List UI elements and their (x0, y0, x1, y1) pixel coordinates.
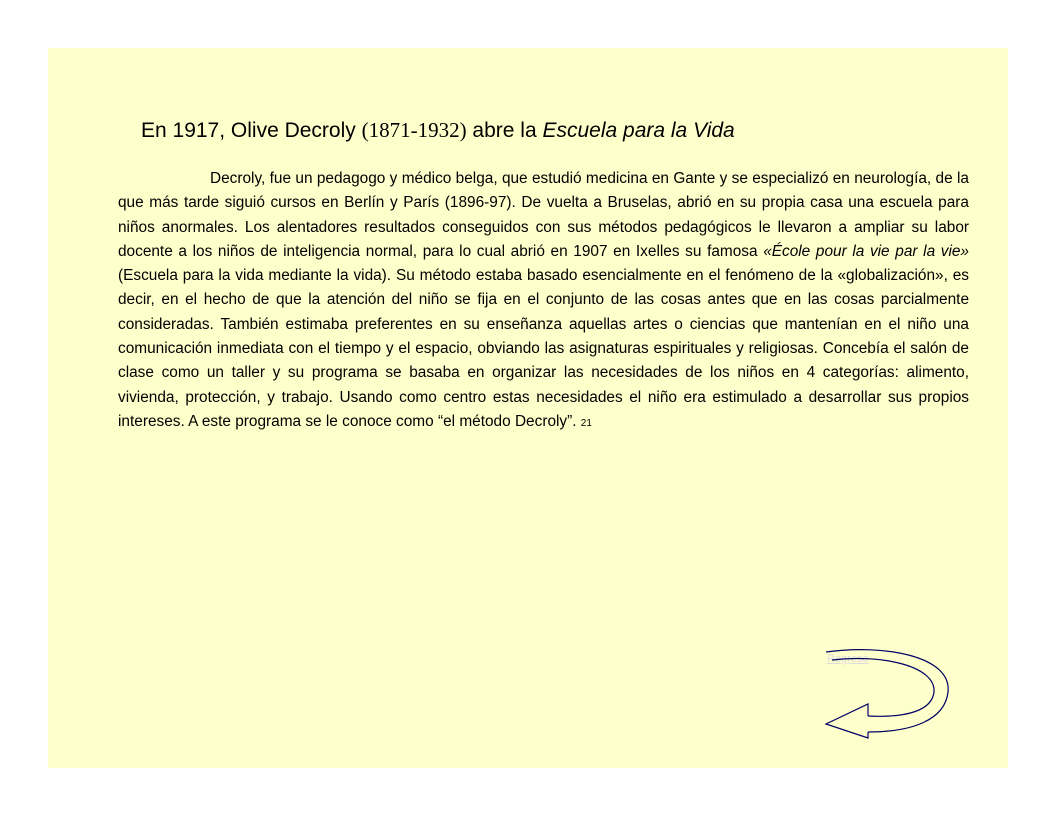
return-link[interactable]: Regreso (827, 653, 869, 665)
title-prefix: En 1917, Olive Decroly (141, 119, 362, 142)
title-school-name: Escuela para la Vida (542, 119, 735, 142)
footnote-number: 21 (580, 417, 592, 429)
title-years: (1871-1932) (361, 118, 467, 142)
body-text-part1: Decroly, fue un pedagogo y médico belga, que estudió medicina en Gante y se especializó en neurología, de la que más tarde siguió cursos en Berlín y París (1896-97). De vuelta a Bruselas, abrió en su propia casa una escuela para niños anormales. Los alentadores resultados conseguidos con sus métodos pedagógicos le llevaron a ampliar su labor docente a los niños de inteligencia normal, para lo cual abrió en 1907 en Ixelles su famosa (118, 170, 969, 260)
title-middle: abre la (466, 119, 543, 142)
slide (48, 48, 1008, 768)
body-paragraph (118, 167, 969, 436)
curved-back-arrow-icon[interactable] (824, 646, 954, 741)
page-title (141, 118, 941, 143)
body-school-name: «École pour la vie par la vie» (763, 242, 969, 260)
body-text-part2: (Escuela para la vida mediante la vida). Su método estaba basado esencialmente en el fenómeno de la «globalización», es decir, en el hecho de que la atención del niño se fija en el conjunto de las cosas antes que en las cosas parcialmente consideradas. También estimaba preferentes en su enseñanza aquellas artes o ciencias que mantenían en el niño una comunicación inmediata con el tiempo y el espacio, obviando las asignaturas espirituales y religiosas. Concebía el salón de clase como un taller y su programa se basaba en organizar las necesidades de los niños en 4 categorías: alimento, vivienda, protección, y trabajo. Usando como centro estas necesidades el niño era estimulado a desarrollar sus propios intereses. A este programa se le conoce como “el método Decroly”. (118, 267, 969, 430)
